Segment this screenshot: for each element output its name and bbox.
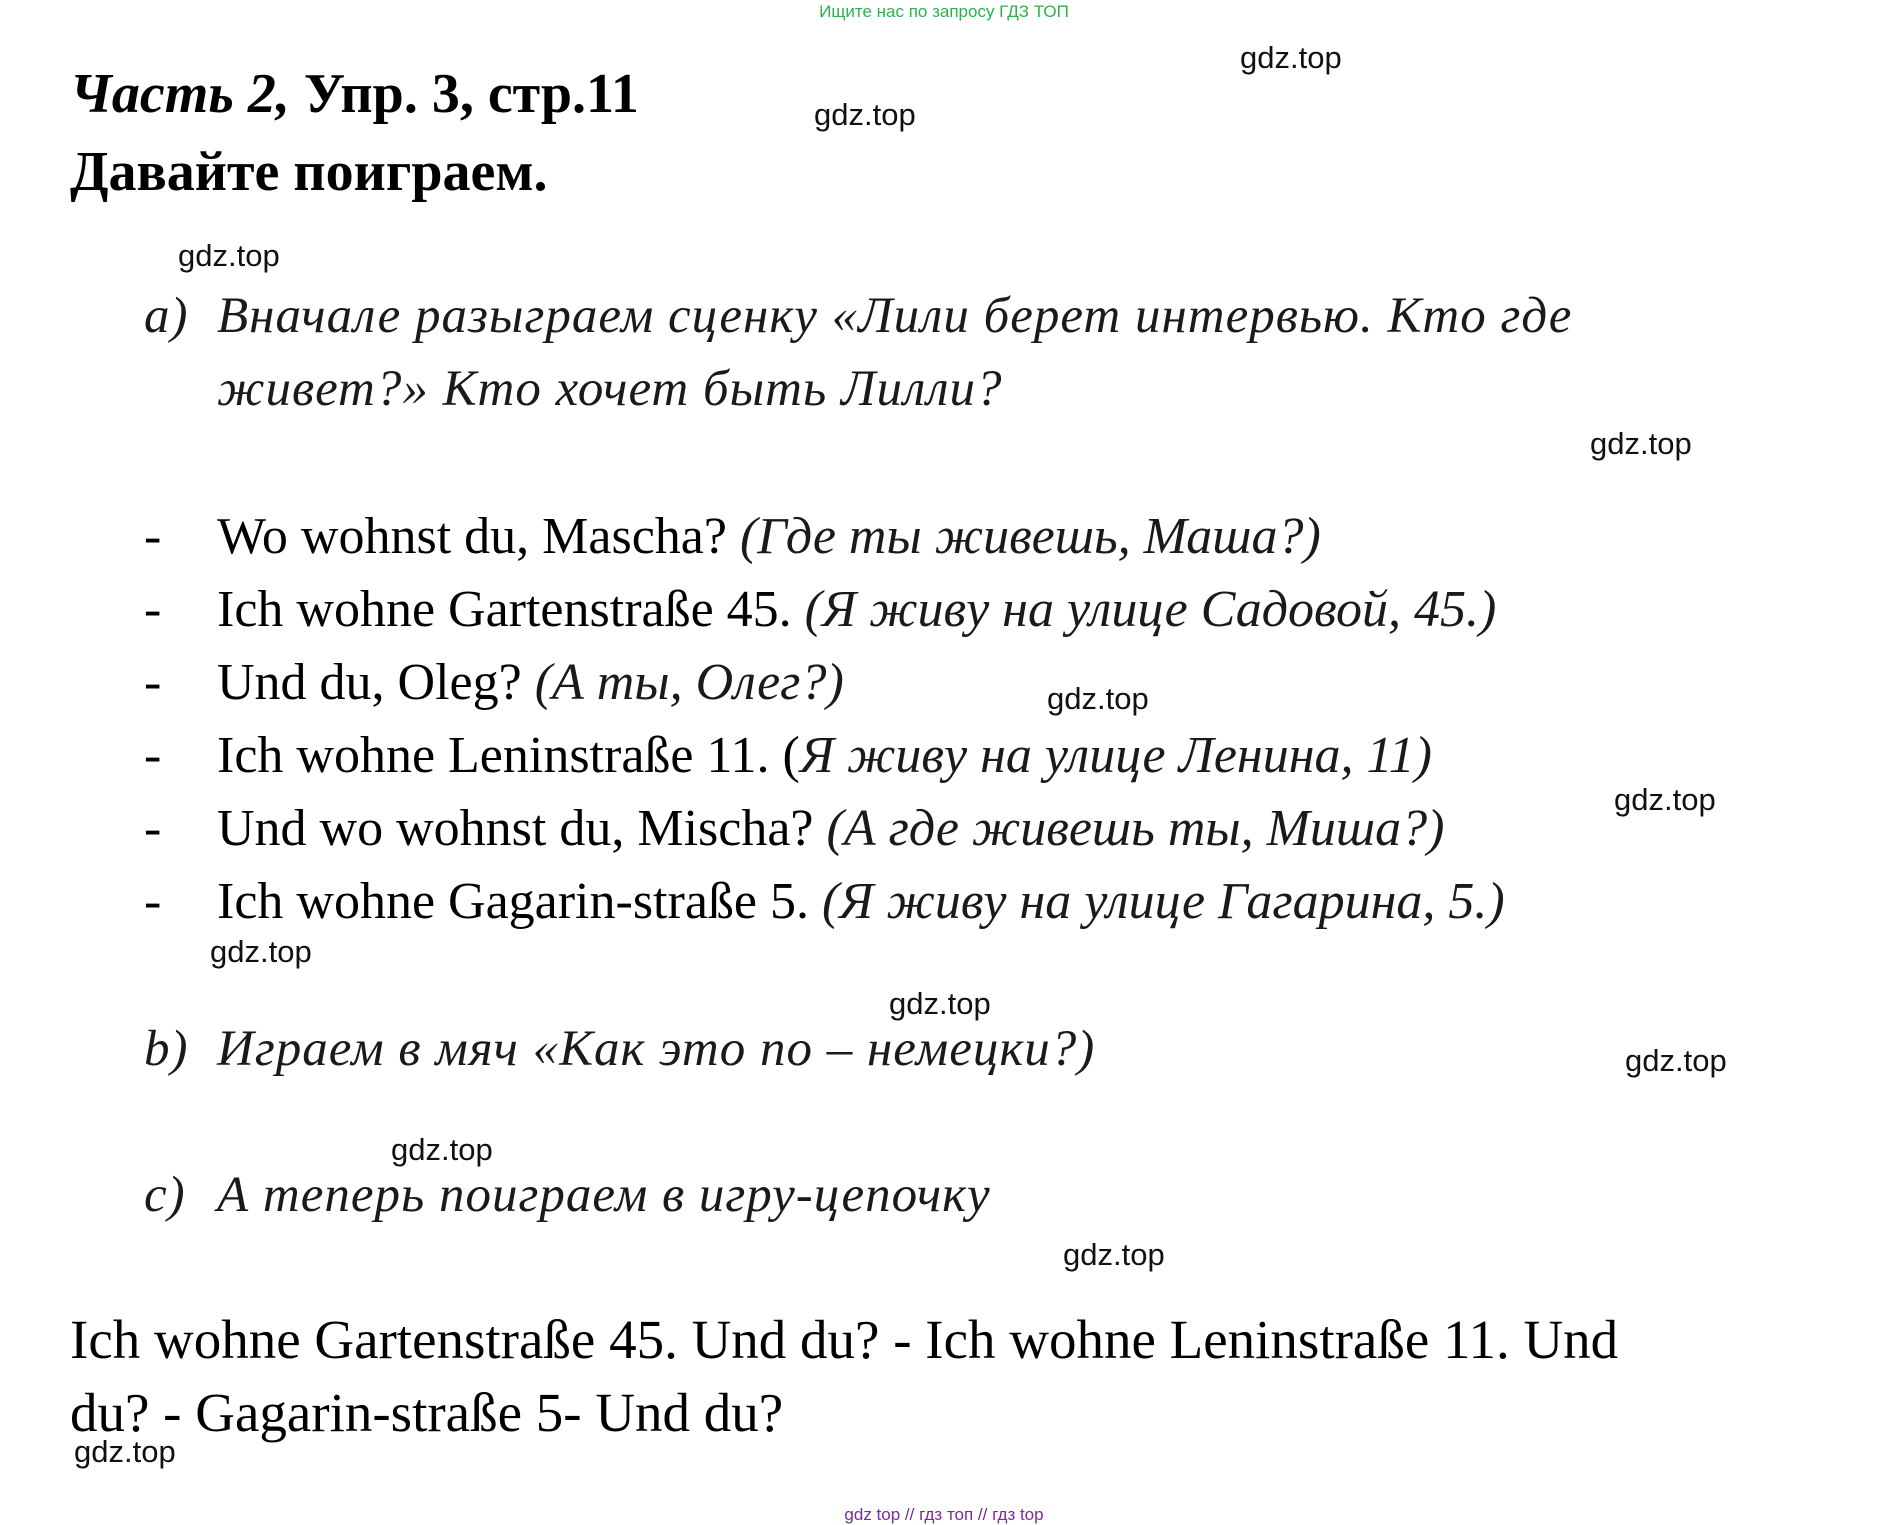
task-c-letter: c) [144,1167,186,1223]
watermark: gdz.top [1047,681,1149,716]
task-c-text: А теперь поиграем в игру-цепочку [217,1167,991,1223]
task-b-text: Играем в мяч «Как это по – немецки?) [217,1021,1096,1077]
dialogue-line [217,580,1496,639]
watermark: gdz.top [1625,1043,1727,1078]
dialogue-dash: - [144,800,162,857]
watermark: gdz.top [814,97,916,132]
watermark: gdz.top [1240,40,1342,75]
watermark: gdz.top [1063,1237,1165,1272]
dialogue-dash: - [144,508,162,565]
page-title [70,62,639,126]
dialogue-german: Und du, Oleg? [217,654,535,711]
dialogue-german: Wo wohnst du, Mascha? [217,508,740,565]
task-a-line-1: Вначале разыграем сценку «Лили берет интервью. Кто где [217,288,1573,344]
task-a-line-2: живет?» Кто хочет быть Лилли? [217,361,1003,417]
watermark: gdz.top [391,1132,493,1167]
dialogue-dash: - [144,654,162,711]
dialogue-line [217,799,1445,858]
dialogue-dash: - [144,727,162,784]
watermark: gdz.top [74,1434,176,1469]
dialogue-translation: (Где ты живешь, Маша?) [739,508,1321,565]
dialogue-translation: (Я живу на улице Садовой, 45.) [804,581,1497,638]
dialogue-translation: Я живу на улице Ленина, 11) [799,727,1432,784]
answer-line-2: du? - Gagarin-straße 5- Und du? [70,1382,784,1443]
watermark: gdz.top [1590,426,1692,461]
dialogue-line [217,507,1321,566]
watermark: gdz.top [1614,782,1716,817]
dialogue-german: Ich wohne Gartenstraße 45. [217,581,805,638]
dialogue-translation: (Я живу на улице Гагарина, 5.) [821,873,1505,930]
page-subtitle: Давайте поиграем. [70,141,548,203]
dialogue-line [217,726,1432,785]
footer-links: gdz top // гдз топ // гдз top [844,1505,1044,1524]
task-b-letter: b) [144,1021,189,1077]
dialogue-line [217,653,844,712]
dialogue-german: Ich wohne Leninstraße 11. ( [217,727,800,784]
title-part: Часть 2, [70,63,290,125]
watermark: gdz.top [210,934,312,969]
task-a-letter: a) [144,288,189,344]
title-exercise: Упр. 3, стр.11 [289,63,639,125]
watermark: gdz.top [889,986,991,1021]
watermark: gdz.top [178,238,280,273]
dialogue-line [217,872,1505,931]
answer-line-1: Ich wohne Gartenstraße 45. Und du? - Ich wohne Leninstraße 11. Und [70,1309,1619,1370]
dialogue-dash: - [144,581,162,638]
dialogue-translation: (А где живешь ты, Миша?) [826,800,1445,857]
dialogue-dash: - [144,873,162,930]
dialogue-german: Ich wohne Gagarin-straße 5. [217,873,822,930]
dialogue-german: Und wo wohnst du, Mischa? [217,800,827,857]
dialogue-translation: (А ты, Олег?) [534,654,844,711]
top-banner: Ищите нас по запросу ГДЗ ТОП [819,2,1069,21]
